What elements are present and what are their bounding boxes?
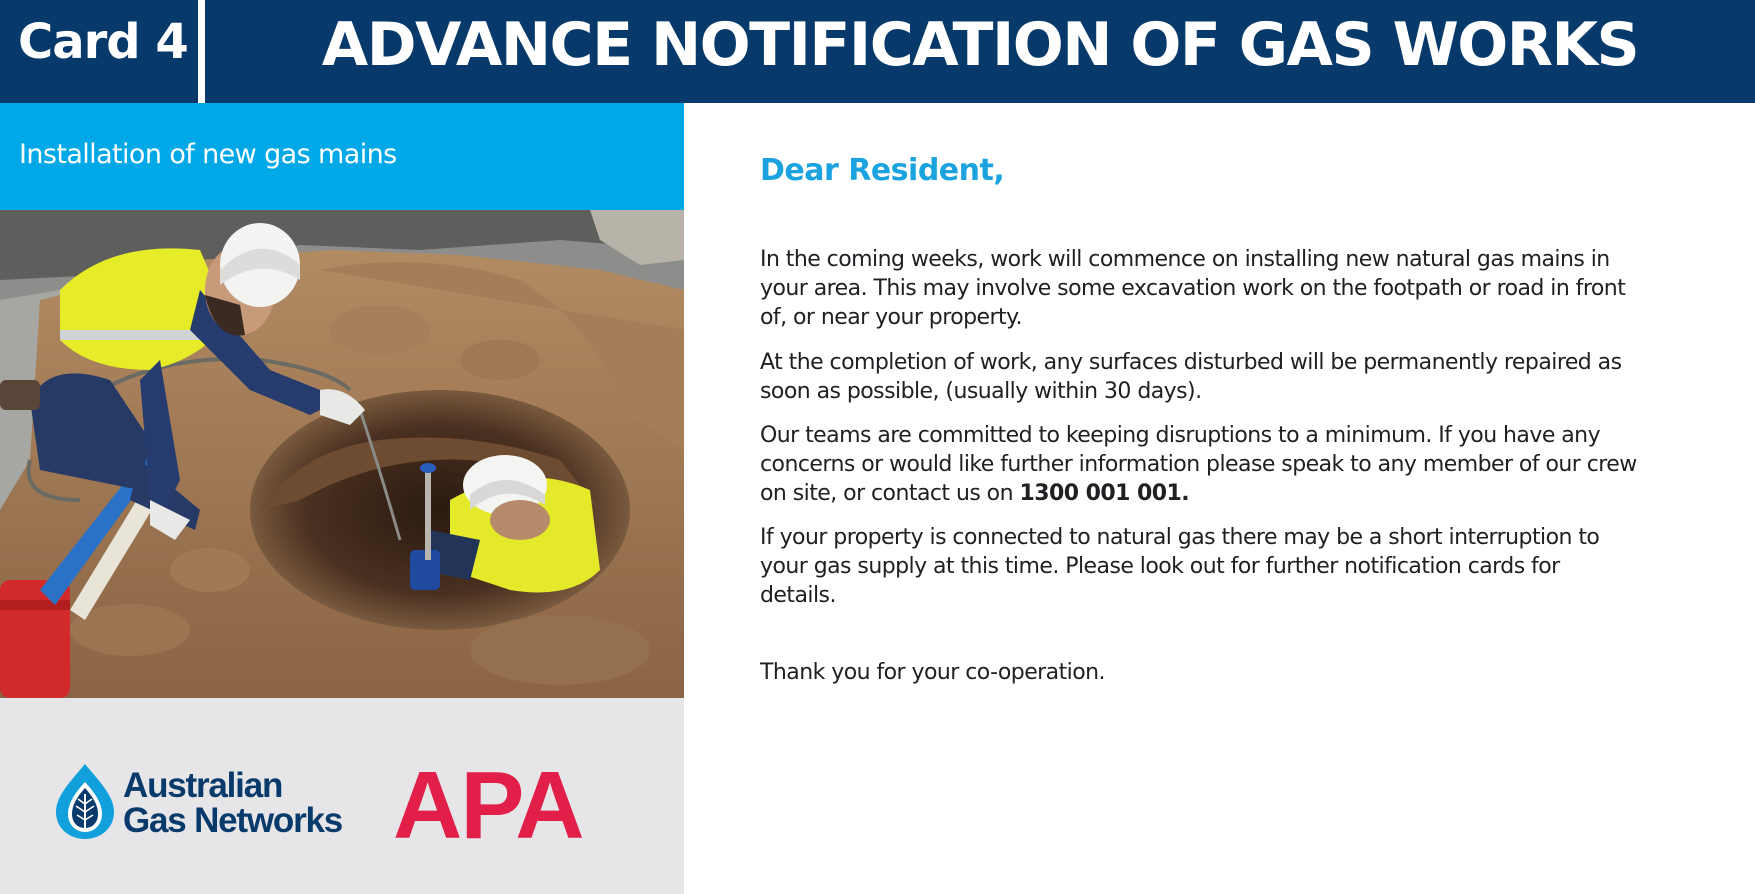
logo-band [0, 698, 684, 894]
agn-line-2: Gas Networks [123, 801, 343, 840]
phone-number: 1300 001 001. [1019, 481, 1190, 506]
agn-line-1: Australian [123, 766, 283, 805]
subtitle-band [0, 103, 684, 210]
paragraph-works-notice: In the coming weeks, work will commence on installing new natural gas mains in your area. This may involve some excavation work on the footpath or road in front of, or near your property. [760, 247, 1626, 330]
page-title: ADVANCE NOTIFICATION OF GAS WORKS [321, 10, 1639, 80]
australian-gas-networks-logo [54, 764, 344, 844]
paragraph-contact [760, 421, 1640, 508]
agn-wordmark [123, 768, 342, 838]
subtitle-text: Installation of new gas mains [19, 139, 397, 170]
card-label: Card 4 [18, 14, 188, 70]
gas-workers-photo [0, 210, 684, 698]
paragraph-repairs: At the completion of work, any surfaces disturbed will be permanently repaired as soon as possible, (usually within 30 days). [760, 350, 1622, 404]
apa-logo: APA [393, 752, 583, 859]
header-bar [0, 0, 1755, 103]
greeting: Dear Resident, [760, 153, 1005, 188]
left-column [0, 103, 684, 894]
paragraph-supply-interruption: If your property is connected to natural gas there may be a short interruption to your gas supply at this time. Please look out for further notification cards for details. [760, 525, 1600, 608]
paragraph-contact-text: Our teams are committed to keeping disruptions to a minimum. If you have any concerns or would like further information please speak to any member of our crew on site, or contact us on [760, 423, 1637, 506]
closing-line: Thank you for your co-operation. [760, 660, 1105, 685]
header-divider [198, 0, 205, 103]
flame-leaf-icon [54, 764, 116, 840]
